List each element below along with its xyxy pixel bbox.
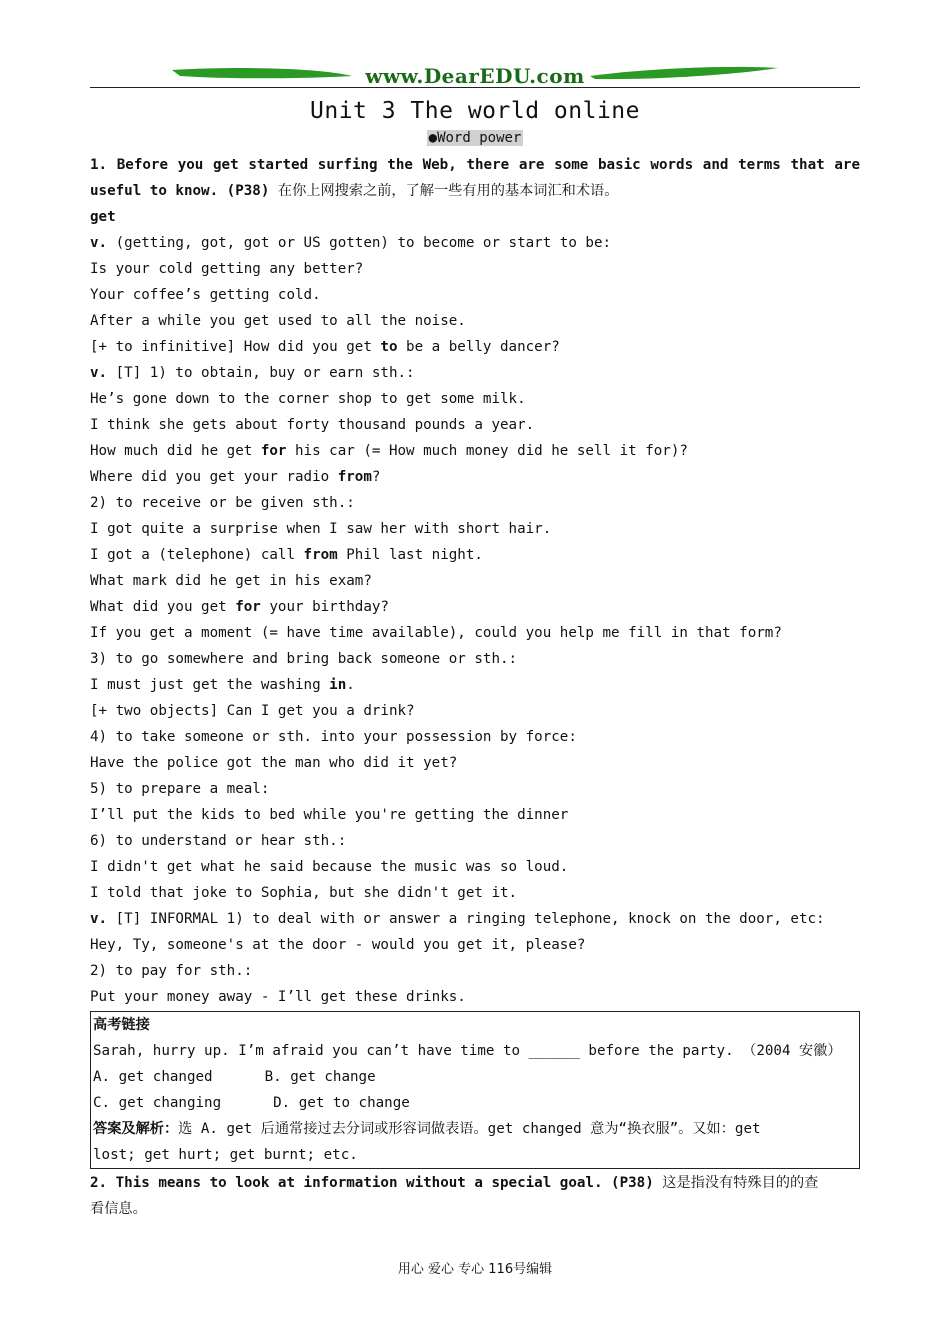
example-text: I got a (telephone) call xyxy=(90,547,304,563)
item1-line-b xyxy=(90,178,860,204)
exam-link-heading: 高考链接 xyxy=(93,1017,150,1033)
header-rule xyxy=(90,87,860,88)
sense-line: 2) to pay for sth.: xyxy=(90,963,253,979)
example-emphasis: for xyxy=(260,443,287,459)
pos-label: v. xyxy=(90,365,108,381)
item1-text-b-cn: 在你上网搜索之前，了解一些有用的基本词汇和术语。 xyxy=(277,183,619,199)
example-line: Your coffee’s getting cold. xyxy=(90,287,321,303)
example-line: After a while you get used to all the noise. xyxy=(90,313,466,329)
example-line: If you get a moment (= have time available), could you help me fill in that form? xyxy=(90,625,782,641)
item2-text-cn: 这是指没有特殊目的的查 xyxy=(662,1175,819,1191)
sense-text: (getting, got, got or US gotten) to become or start to be: xyxy=(107,235,612,251)
sense-line: 6) to understand or hear sth.: xyxy=(90,833,347,849)
answer-text: 选 A. get 后通常接过去分词或形容词做表语。get changed 意为“换衣服”。又如：get xyxy=(178,1121,761,1137)
option-c: C. get changing xyxy=(93,1095,222,1111)
sense-line xyxy=(90,230,860,256)
option-a: A. get changed xyxy=(93,1069,213,1085)
example-text: What did you get xyxy=(90,599,236,615)
section-tag-label: ●Word power xyxy=(428,130,522,146)
example-line: Is your cold getting any better? xyxy=(90,261,364,277)
example-text: I must just get the washing xyxy=(90,677,330,693)
pos-label: v. xyxy=(90,911,108,927)
example-emphasis: from xyxy=(303,547,338,563)
sense-text: [T] 1) to obtain, buy or earn sth.: xyxy=(107,365,415,381)
example-text: your birthday? xyxy=(260,599,389,615)
example-text: be a belly dancer? xyxy=(397,339,560,355)
exam-answer xyxy=(93,1116,857,1142)
item1-text-b: useful to know. (P38) xyxy=(90,183,270,199)
example-line: I’ll put the kids to bed while you're getting the dinner xyxy=(90,807,569,823)
section-tag xyxy=(0,130,950,146)
example-line: [+ two objects] Can I get you a drink? xyxy=(90,703,415,719)
example-line: Hey, Ty, someone's at the door - would you get it, please? xyxy=(90,937,586,953)
banner-swoosh-right xyxy=(590,67,778,79)
example-line xyxy=(90,334,860,360)
option-b: B. get change xyxy=(264,1069,376,1085)
example-line: I didn't get what he said because the music was so loud. xyxy=(90,859,569,875)
headword: get xyxy=(90,209,116,225)
page-footer: 用心 爱心 专心 116号编辑 xyxy=(397,1262,553,1277)
sense-text: [T] INFORMAL 1) to deal with or answer a ringing telephone, knock on the door, etc: xyxy=(107,911,825,927)
example-line: Put your money away - I’ll get these drinks. xyxy=(90,989,466,1005)
answer-label: 答案及解析： xyxy=(93,1121,179,1137)
example-text: his car (= How much money did he sell it for)? xyxy=(286,443,688,459)
pos-label: v. xyxy=(90,235,108,251)
banner-swoosh-left xyxy=(172,68,352,78)
example-line: Have the police got the man who did it yet? xyxy=(90,755,458,771)
item2-line-b: 看信息。 xyxy=(90,1201,147,1217)
document-body xyxy=(90,152,860,1222)
item2-line-a xyxy=(90,1170,860,1196)
item1-line-a: 1. Before you get started surfing the Web, there are some basic words and terms that are xyxy=(90,157,860,173)
example-line: I think she gets about forty thousand pounds a year. xyxy=(90,417,535,433)
site-logo[interactable]: www.DearEDU.com xyxy=(365,64,585,88)
item2-text: 2. This means to look at information without a special goal. (P38) xyxy=(90,1175,654,1191)
example-line xyxy=(90,594,860,620)
sense-line: 3) to go somewhere and bring back someone or sth.: xyxy=(90,651,518,667)
exam-answer-cont: lost; get hurt; get burnt; etc. xyxy=(93,1147,358,1163)
example-text: ? xyxy=(371,469,381,485)
example-line xyxy=(90,542,860,568)
sense-line: 4) to take someone or sth. into your possession by force: xyxy=(90,729,577,745)
example-emphasis: in xyxy=(329,677,347,693)
example-emphasis: from xyxy=(337,469,372,485)
example-line xyxy=(90,464,860,490)
example-line xyxy=(90,672,860,698)
sense-line xyxy=(90,360,860,386)
example-text: Where did you get your radio xyxy=(90,469,338,485)
example-text: How much did he get xyxy=(90,443,261,459)
example-line: I told that joke to Sophia, but she didn't get it. xyxy=(90,885,518,901)
example-emphasis: for xyxy=(235,599,261,615)
page-title: Unit 3 The world online xyxy=(310,98,640,124)
exam-options-row xyxy=(93,1064,857,1090)
exam-options-row xyxy=(93,1090,857,1116)
exam-link-box xyxy=(90,1011,860,1169)
example-text: Phil last night. xyxy=(337,547,483,563)
example-line: What mark did he get in his exam? xyxy=(90,573,372,589)
example-line xyxy=(90,438,860,464)
sense-line: 5) to prepare a meal: xyxy=(90,781,270,797)
example-text: [+ to infinitive] How did you get xyxy=(90,339,381,355)
example-line: I got quite a surprise when I saw her with short hair. xyxy=(90,521,552,537)
option-d: D. get to change xyxy=(273,1095,410,1111)
example-line: He’s gone down to the corner shop to get some milk. xyxy=(90,391,526,407)
exam-question: Sarah, hurry up. I’m afraid you can’t have time to ______ before the party. （2004 安徽） xyxy=(93,1043,842,1059)
sense-line xyxy=(90,906,860,932)
example-text: . xyxy=(346,677,355,693)
example-emphasis: to xyxy=(380,339,398,355)
sense-line: 2) to receive or be given sth.: xyxy=(90,495,355,511)
